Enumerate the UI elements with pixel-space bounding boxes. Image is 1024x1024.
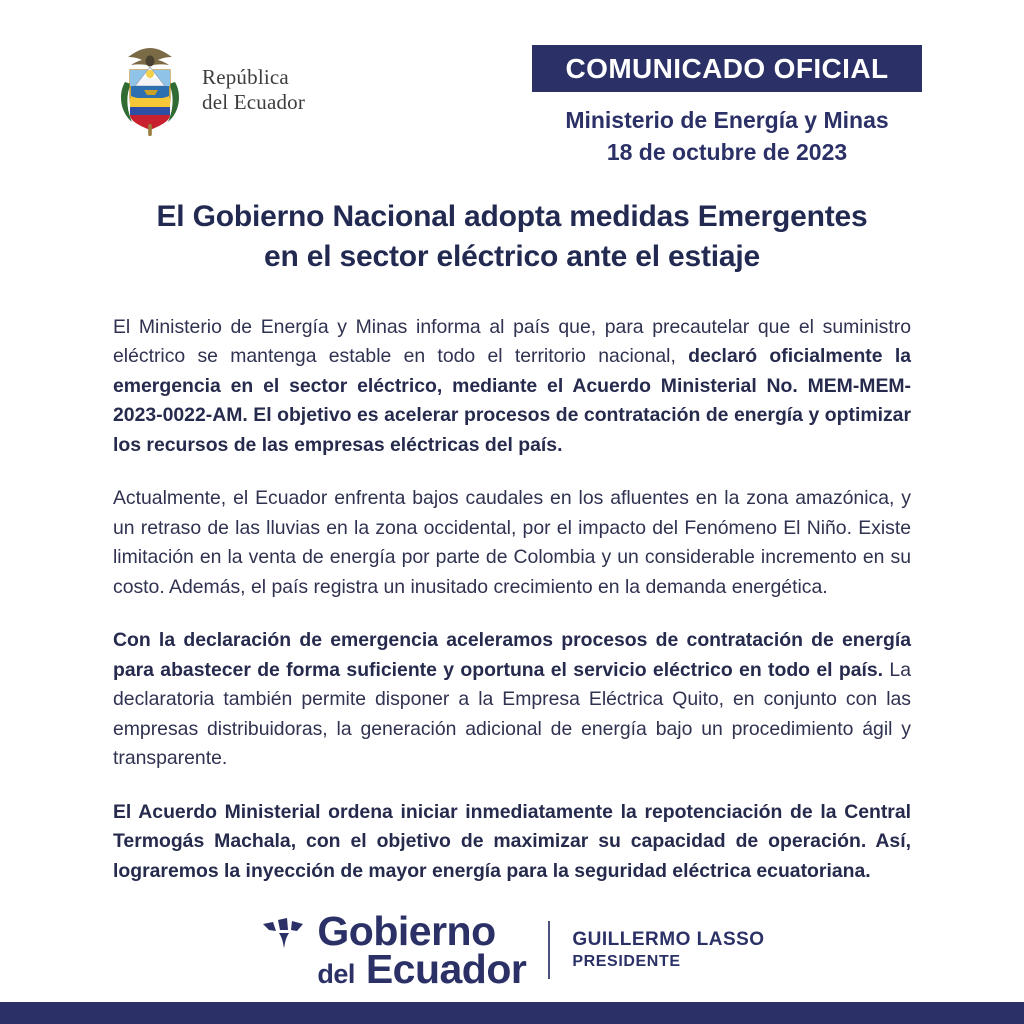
text-run: La declaratoria también permite disponer a la Empresa Eléctrica Quito, en conjunto con las empresas distribuidoras, la generación adicional de energía bajo un procedimiento ágil y transparente. — [113, 658, 911, 770]
paragraph-2 — [113, 484, 911, 602]
logo-line-gobierno: Gobierno — [317, 907, 496, 954]
document-header — [0, 0, 1024, 185]
gobierno-wordmark — [317, 907, 527, 992]
logo-word-ecuador: Ecuador — [365, 945, 527, 992]
text-run-bold: Con la declaración de emergencia aceleramos procesos de contratación de energía para abastecer de forma suficiente y oportuna el servicio eléctrico en todo el país. — [113, 629, 911, 681]
bird-mark-icon — [259, 918, 311, 953]
page-title — [70, 197, 954, 277]
text-run-bold: declaró oficialmente la emergencia en el sector eléctrico, mediante el Acuerdo Ministerial No. MEM-MEM-2023-0022-AM. El objetivo es acelerar procesos de contratación de energía y optimizar los recursos de las empresas eléctricas del país. — [113, 345, 911, 456]
ministry-name: Ministerio de Energía y Minas — [565, 107, 889, 133]
ecuador-coat-of-arms-icon — [108, 42, 192, 138]
logo-word-del: del — [317, 958, 355, 989]
official-statement-label: COMUNICADO OFICIAL — [565, 52, 889, 84]
logo-line-ecuador — [317, 945, 527, 992]
footer-divider — [548, 921, 550, 979]
coat-caption-line2: del Ecuador — [202, 90, 306, 114]
bottom-accent-bar — [0, 1002, 1024, 1024]
coat-of-arms-caption — [202, 65, 305, 115]
president-block — [572, 928, 764, 972]
page-title-line1: El Gobierno Nacional adopta medidas Emergentes — [156, 200, 868, 233]
official-statement-band — [532, 45, 922, 92]
text-run: Actualmente, el Ecuador enfrenta bajos caudales en los afluentes en la zona amazónica, y un retraso de las lluvias en la zona occidental, por el impacto del Fenómeno El Niño. Existe limitación en la venta de energía por parte de Colombia y un considerable incremento en su costo. Además, el país registra un inusitado crecimiento en la demanda energética. — [113, 487, 911, 598]
coat-caption-line1: República — [202, 65, 289, 90]
document-footer — [0, 907, 1024, 992]
paragraph-4 — [113, 798, 911, 886]
president-role: PRESIDENTE — [572, 952, 681, 970]
paragraph-3 — [113, 626, 911, 773]
text-run-bold: El Acuerdo Ministerial ordena iniciar inmediatamente la repotenciación de la Central Termogás Machala, con el objetivo de maximizar su capacidad de operación. Así, lograremos la inyección de mayor energía para la seguridad eléctrica ecuatoriana. — [113, 800, 911, 882]
gobierno-del-ecuador-logo — [259, 907, 527, 992]
paragraph-1 — [113, 313, 911, 460]
coat-of-arms-block — [108, 42, 305, 138]
ministry-block — [532, 105, 922, 168]
page-title-line2: en el sector eléctrico ante el estiaje — [264, 239, 760, 273]
president-name: GUILLERMO LASSO — [572, 929, 765, 950]
document-date: 18 de octubre de 2023 — [606, 138, 848, 165]
text-run: El Ministerio de Energía y Minas informa al país que, para precautelar que el suministro eléctrico se mantenga estable en todo el territorio nacional, — [113, 315, 911, 368]
document-body — [113, 313, 911, 886]
